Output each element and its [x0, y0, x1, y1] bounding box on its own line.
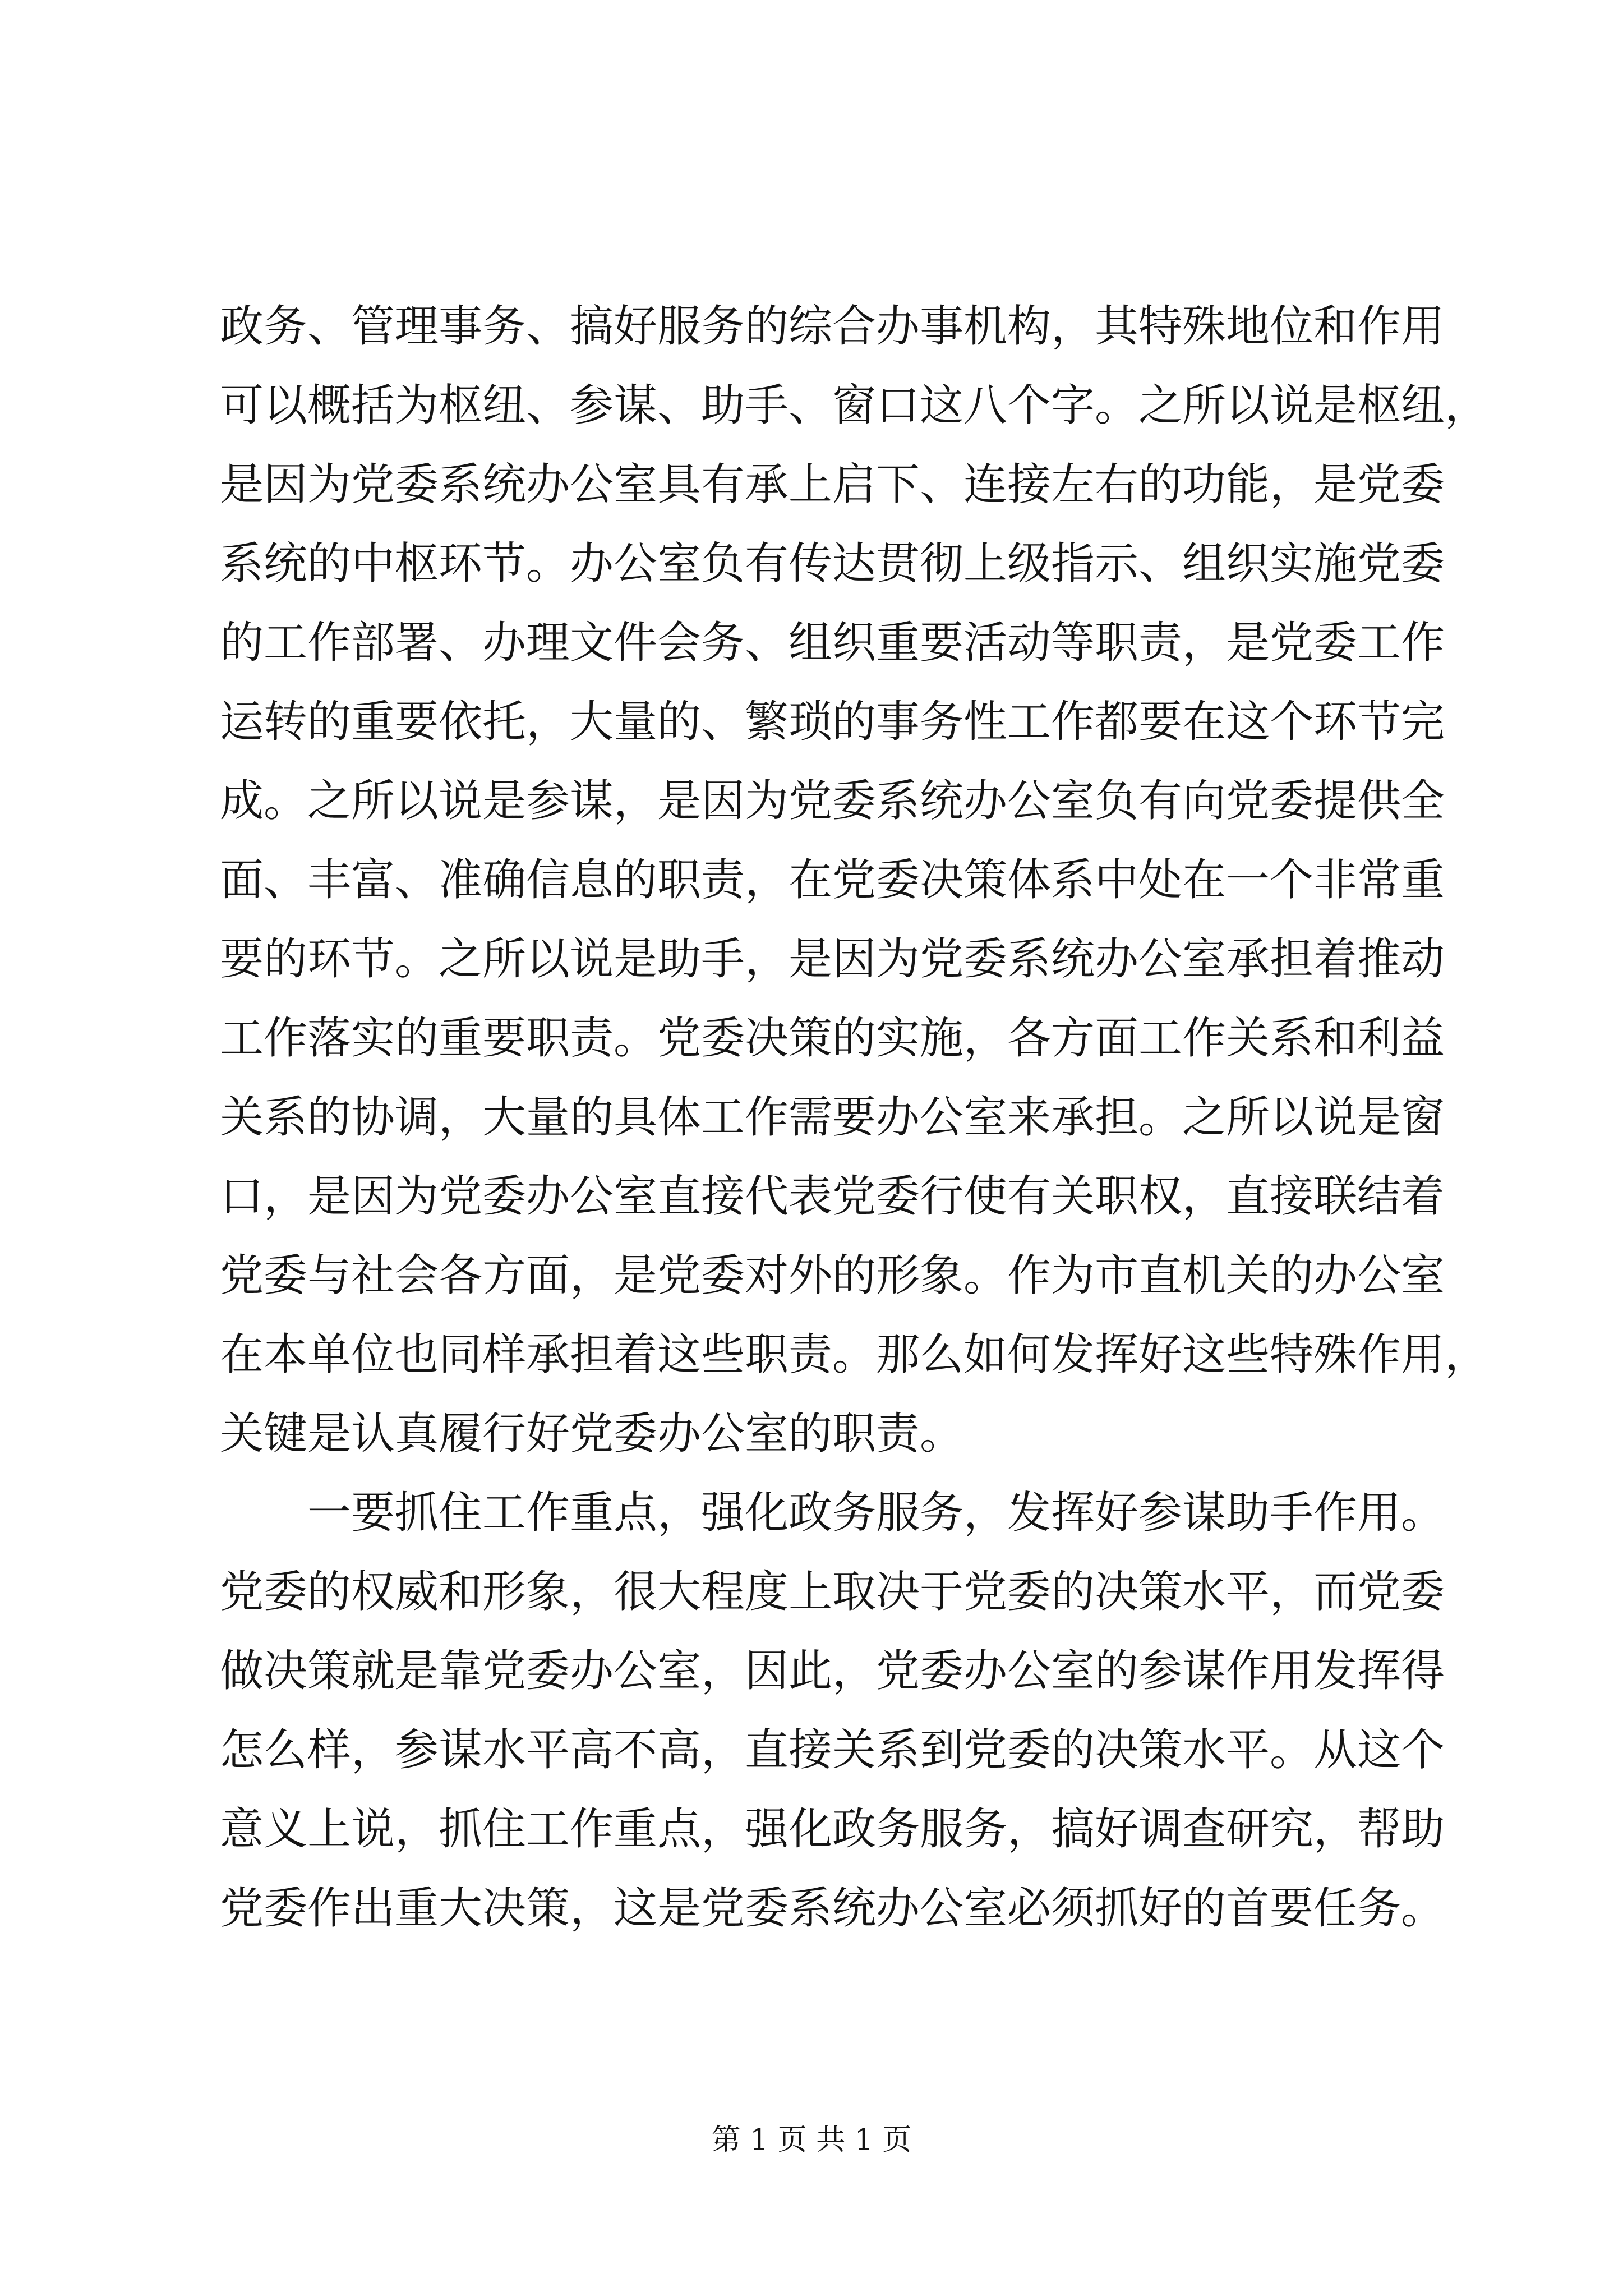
text-line: 面、丰富、准确信息的职责，在党委决策体系中处在一个非常重	[220, 855, 1445, 905]
text-line: 系统的中枢环节。办公室负有传达贯彻上级指示、组织实施党委	[220, 539, 1445, 589]
text-line: 要的环节。之所以说是助手，是因为党委系统办公室承担着推动	[220, 934, 1445, 984]
paragraph-2	[220, 1474, 1445, 1948]
page-footer	[0, 2120, 1623, 2160]
text-line: 党委与社会各方面，是党委对外的形象。作为市直机关的办公室	[220, 1250, 1445, 1301]
text-line: 做决策就是靠党委办公室，因此，党委办公室的参谋作用发挥得	[220, 1646, 1445, 1696]
text-line: 是因为党委系统办公室具有承上启下、连接左右的功能，是党委	[220, 459, 1445, 510]
paragraph-1	[220, 287, 1489, 1474]
text-line: 的工作部署、办理文件会务、组织重要活动等职责，是党委工作	[220, 618, 1445, 668]
document-body	[220, 287, 1489, 1948]
text-line: 一要抓住工作重点，强化政务服务，发挥好参谋助手作用。	[307, 1488, 1445, 1538]
text-line: 运转的重要依托，大量的、繁琐的事务性工作都要在这个环节完	[220, 697, 1445, 747]
text-line: 工作落实的重要职责。党委决策的实施，各方面工作关系和利益	[220, 1013, 1445, 1064]
text-line: 可以概括为枢纽、参谋、助手、窗口这八个字。之所以说是枢纽，	[220, 380, 1489, 431]
text-line: 关键是认真履行好党委办公室的职责。	[220, 1409, 964, 1459]
page-number-label: 第 1 页 共 1 页	[711, 2123, 912, 2157]
text-line: 政务、管理事务、搞好服务的综合办事机构，其特殊地位和作用	[220, 301, 1445, 352]
text-line: 关系的协调，大量的具体工作需要办公室来承担。之所以说是窗	[220, 1092, 1445, 1143]
text-line: 成。之所以说是参谋，是因为党委系统办公室负有向党委提供全	[220, 776, 1445, 826]
text-line: 党委作出重大决策，这是党委系统办公室必须抓好的首要任务。	[220, 1883, 1445, 1934]
text-line: 在本单位也同样承担着这些职责。那么如何发挥好这些特殊作用，	[220, 1329, 1489, 1380]
text-line: 意义上说，抓住工作重点，强化政务服务，搞好调查研究，帮助	[220, 1804, 1445, 1855]
text-line: 口，是因为党委办公室直接代表党委行使有关职权，直接联结着	[220, 1171, 1445, 1222]
text-line: 怎么样，参谋水平高不高，直接关系到党委的决策水平。从这个	[220, 1725, 1445, 1775]
text-line: 党委的权威和形象，很大程度上取决于党委的决策水平，而党委	[220, 1567, 1445, 1617]
